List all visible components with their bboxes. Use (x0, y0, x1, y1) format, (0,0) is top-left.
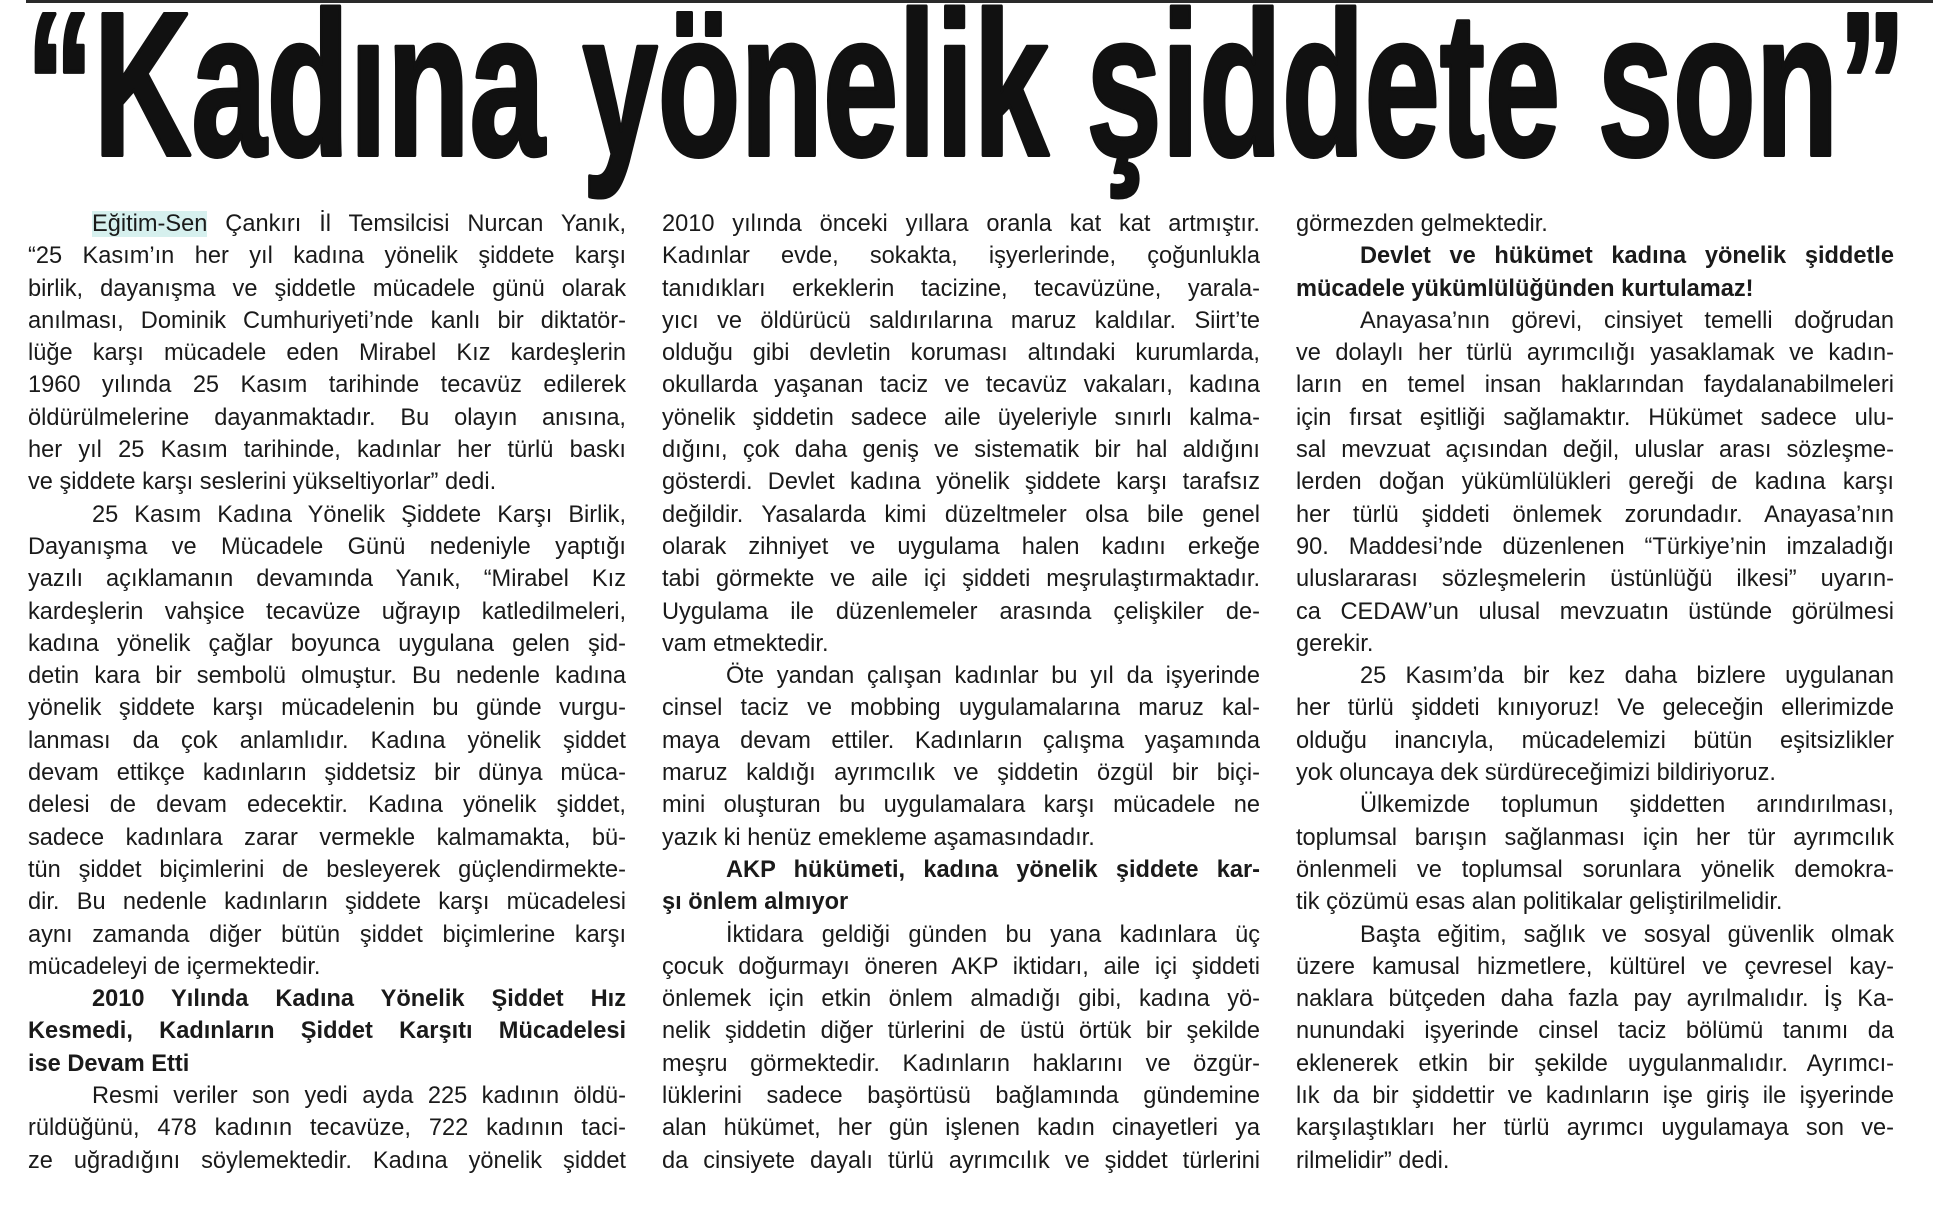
headline-svg (0, 0, 1933, 200)
article-line: 25 Kasım Kadına Yönelik Şiddete Karşı Birlik, (92, 501, 626, 528)
article-column-3 (1296, 208, 1894, 1177)
article-line: her yıl 25 Kasım tarihinde, kadınlar her türlü baskı (28, 437, 626, 464)
article-line: mücadeleyi de içermektedir. (28, 953, 321, 980)
article-line: delesi de devam edecektir. Kadına yönelik şiddet, (28, 792, 626, 819)
article-line: ların en temel insan haklarından faydalanabilmeleri (1296, 372, 1894, 399)
article-line: alan hükümet, her gün işlenen kadın cinayetleri ya (662, 1115, 1260, 1142)
article-line: gerekir. (1296, 630, 1374, 657)
article-line: tün şiddet biçimlerini de besleyerek güçlendirmekte- (28, 856, 626, 883)
subheading-line: AKP hükümeti, kadına yönelik şiddete kar- (726, 856, 1260, 883)
article-line: lerden doğan yükümlülükleri gereği de kadına karşı (1296, 469, 1894, 496)
article-line: detin kara bir sembolü olmuştur. Bu nedenle kadına (28, 663, 626, 690)
article-line: nunundaki işyerinde cinsel taciz bölümü tanımı da (1296, 1018, 1894, 1045)
article-line: yok oluncaya dek sürdüreceğimizi bildiriyoruz. (1296, 760, 1776, 787)
article-line: yıcı ve öldürücü saldırılarına maruz kaldılar. Siirt’te (662, 307, 1260, 334)
article-line: da cinsiyete dayalı türlü ayrımcılık ve şiddet türlerini (662, 1147, 1260, 1174)
subheading-line: ise Devam Etti (28, 1050, 190, 1077)
article-line: önlenmeli ve toplumsal sorunlara yönelik demokra- (1296, 856, 1894, 883)
article-line: tik çözümü esas alan politikalar geliştirilmelidir. (1296, 889, 1783, 916)
article-column-2 (662, 208, 1260, 1177)
article-line: Ülkemizde toplumun şiddetten arındırılması, (1360, 792, 1894, 819)
article-line: gösterdi. Devlet kadına yönelik şiddete karşı tarafsız (662, 469, 1260, 496)
article-line: kadına yönelik çağlar boyunca uygulana gelen şid- (28, 630, 626, 657)
article-line: 90. Maddesi’nde düzenlenen “Türkiye’nin imzaladığı (1296, 533, 1894, 560)
article-line: 1960 yılında 25 Kasım tarihinde tecavüz edilerek (28, 372, 626, 399)
article-line: İktidara geldiği günden bu yana kadınlara üç (726, 921, 1260, 948)
article-line: ze uğradığını söylemektedir. Kadına yönelik şiddet (28, 1147, 626, 1174)
article-line: mini oluşturan bu uygulamalara karşı mücadele ne (662, 792, 1260, 819)
article-line: değildir. Yasalarda kimi düzeltmeler olsa bile genel (662, 501, 1260, 528)
article-line: cinsel taciz ve mobbing uygulamalarına maruz kal- (662, 695, 1260, 722)
article-line: nelik şiddetin diğer türlerini de üstü örtük bir şekilde (662, 1018, 1260, 1045)
article-line: görmezden gelmektedir. (1296, 211, 1548, 237)
article-line: Kadınlar evde, sokakta, işyerlerinde, çoğunlukla (662, 243, 1260, 270)
headline: “Kadına yönelik şiddete son” (26, 0, 1906, 199)
article-line: lanması da çok anlamlıdır. Kadına yönelik şiddet (28, 727, 626, 754)
article-line: lüğe karşı mücadele eden Mirabel Kız kardeşlerin (28, 340, 626, 367)
headline-container (0, 0, 1933, 200)
article-line: eklenerek etkin bir şekilde uygulanmalıdır. Ayrımcı- (1296, 1050, 1894, 1077)
subheading-line: Devlet ve hükümet kadına yönelik şiddetle (1360, 243, 1894, 270)
article-line: ve şiddete karşı seslerini yükseltiyorlar” dedi. (28, 469, 497, 496)
article-line: sal mevzuat açısından değil, uluslar arası sözleşme- (1296, 437, 1894, 464)
article-line: anılması, Dominik Cumhuriyeti’nde kanlı bir diktatör- (28, 307, 626, 334)
article-line: maya devam ettiler. Kadınların çalışma yaşamında (662, 727, 1260, 754)
article-line (28, 208, 626, 240)
article-line-text: Çankırı İl Temsilcisi Nurcan Yanık, (207, 211, 626, 237)
article-line: birlik, dayanışma ve şiddetle mücadele günü olarak (28, 275, 626, 302)
subheading-line: 2010 Yılında Kadına Yönelik Şiddet Hız (92, 986, 626, 1013)
article-line: üzere kamusal hizmetlere, kültürel ve çevresel kay- (1296, 953, 1894, 980)
article-line: Öte yandan çalışan kadınlar bu yıl da işyerinde (726, 663, 1260, 690)
article-line: için fırsat eşitliği sağlamaktır. Hükümet sadece ulu- (1296, 404, 1894, 431)
article-line: yazık ki henüz emekleme aşamasındadır. (662, 824, 1095, 851)
article-line: okullarda yaşanan taciz ve tecavüz vakaları, kadına (662, 372, 1260, 399)
article-line: dığını, çok daha geniş ve sistematik bir hal aldığını (662, 437, 1260, 464)
article-line: naklara bütçeden daha fazla pay ayrılmalıdır. İş Ka- (1296, 986, 1894, 1013)
article-line: Anayasa’nın görevi, cinsiyet temelli doğrudan (1360, 307, 1894, 334)
article-line: uluslararası sözleşmelerin üstünlüğü ilkesi” uyarın- (1296, 566, 1894, 593)
article-line: yönelik şiddete karşı mücadelenin bu günde vurgu- (28, 695, 626, 722)
article-line: öldürülmelerine dayanmaktadır. Bu olayın anısına, (28, 404, 626, 431)
article-line: ca CEDAW’un ulusal mevzuatın üstünde görülmesi (1296, 598, 1894, 625)
article-line: kardeşlerin vahşice tecavüze uğrayıp katledilmeleri, (28, 598, 626, 625)
highlighted-term: Eğitim-Sen (92, 211, 208, 237)
article-line: çocuk doğurmayı öneren AKP iktidarı, aile içi şiddeti (662, 953, 1260, 980)
article-line: Başta eğitim, sağlık ve sosyal güvenlik olmak (1360, 921, 1894, 948)
article-line: olduğu gibi devletin koruması altındaki kurumlarda, (662, 340, 1260, 367)
article-line: toplumsal barışın sağlanması için her tür ayrımcılık (1296, 824, 1894, 851)
article-line: devam ettikçe kadınların şiddetsiz bir dünya müca- (28, 760, 626, 787)
article-line: “25 Kasım’ın her yıl kadına yönelik şiddete karşı (28, 243, 626, 270)
article-line: Uygulama ile düzenlemeler arasında çelişkiler de- (662, 598, 1260, 625)
article-line: ve dolaylı her türlü ayrımcılığı yasaklamak ve kadın- (1296, 340, 1894, 367)
article-line: lık da bir şiddettir ve kadınların işe giriş ile işyerinde (1296, 1083, 1894, 1110)
article-line: lüklerini sadece başörtüsü bağlamında gündemine (662, 1083, 1260, 1110)
article-line: rilmelidir” dedi. (1296, 1147, 1450, 1174)
article-line: tabi görmekte ve aile içi şiddeti meşrulaştırmaktadır. (662, 566, 1260, 593)
subheading-line: Kesmedi, Kadınların Şiddet Karşıtı Mücadelesi (28, 1018, 626, 1045)
subheading-line: mücadele yükümlülüğünden kurtulamaz! (1296, 275, 1754, 302)
article-line: maruz kaldığı ayrımcılık ve şiddetin özgül bir biçi- (662, 760, 1260, 787)
article-line: yazılı açıklamanın devamında Yanık, “Mirabel Kız (28, 566, 626, 593)
article-line: tanıdıkları erkeklerin tacizine, tecavüzüne, yarala- (662, 275, 1260, 302)
article-column-1 (28, 208, 626, 1177)
article-line: rüldüğünü, 478 kadının tecavüze, 722 kadının taci- (28, 1115, 626, 1142)
article-line: sadece kadınlara zarar vermekle kalmamakta, bü- (28, 824, 626, 851)
article-line: yönelik şiddetin sadece aile üyeleriyle sınırlı kalma- (662, 404, 1260, 431)
article-line: her türlü şiddeti önlemek zorundadır. Anayasa’nın (1296, 501, 1894, 528)
article-line: karşılaştıkları her türlü ayrımcı uygulamaya son ve- (1296, 1115, 1894, 1142)
subheading-line: şı önlem almıyor (662, 889, 849, 916)
article-line: her türlü şiddeti kınıyoruz! Ve geleceğin ellerimizde (1296, 695, 1894, 722)
article-line: meşru görmektedir. Kadınların haklarını ve özgür- (662, 1050, 1260, 1077)
article-line: olduğu inancıyla, mücadelemizi bütün eşitsizlikler (1296, 727, 1894, 754)
article-line: vam etmektedir. (662, 630, 829, 657)
article-line: aynı zamanda diğer bütün şiddet biçimlerine karşı (28, 921, 626, 948)
article-line: Dayanışma ve Mücadele Günü nedeniyle yaptığı (28, 533, 626, 560)
article-line: dir. Bu nedenle kadınların şiddete karşı mücadelesi (28, 889, 626, 916)
article-line: önlemek için etkin önlem almadığı gibi, kadına yö- (662, 986, 1260, 1013)
article-line: 2010 yılında önceki yıllara oranla kat kat artmıştır. (662, 211, 1260, 237)
article-line: olarak zihniyet ve uygulama halen kadını erkeğe (662, 533, 1260, 560)
article-line: 25 Kasım’da bir kez daha bizlere uygulanan (1360, 663, 1894, 690)
article-line: Resmi veriler son yedi ayda 225 kadının öldü- (92, 1083, 626, 1110)
